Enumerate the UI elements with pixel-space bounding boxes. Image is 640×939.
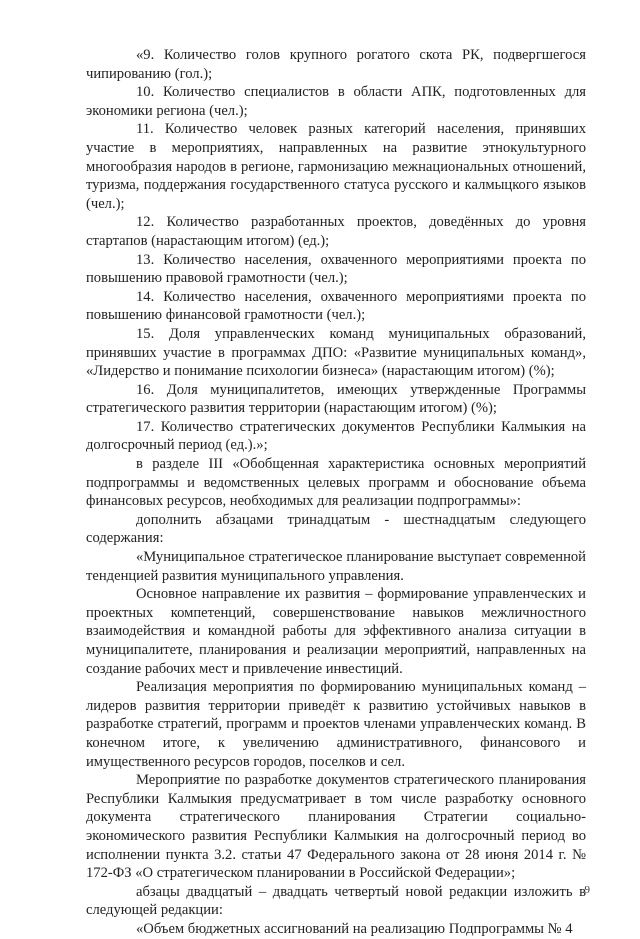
paragraph-implementation: Реализация мероприятия по формированию муниципальных команд – лидеров развития территории приведёт к развитию устойчивых навыков в разработке стратегий, программ и проектов членами управленческих команд. В конечном итоге, к увеличению административного, финансового и имущественного ресурсов городов, поселков и сел. [86,679,586,770]
paragraph-indicator-10: 10. Количество специалистов в области АПК, подготовленных для экономики региона (чел.); [86,84,586,119]
paragraph-add-paragraphs: дополнить абзацами тринадцатым - шестнадцатым следующего содержания: [86,511,586,547]
paragraph-indicator-16: 16. Доля муниципалитетов, имеющих утвержденные Программы стратегического развития территории (нарастающим итогом) (%); [86,381,586,417]
page-number: 9 [584,884,590,896]
paragraph-indicator-12: 12. Количество разработанных проектов, доведённых до уровня стартапов (нарастающим итогом) (ед.); [86,214,586,249]
paragraph-municipal-planning: «Муниципальное стратегическое планирование выступает современной тенденцией развития муниципального управления. [86,549,586,584]
paragraph-indicator-14: 14. Количество населения, охваченного мероприятиями проекта по повышению финансовой грамотности (чел.); [86,288,586,324]
document-page [86,46,586,939]
paragraph-indicator-9: «9. Количество голов крупного рогатого скота РК, подвергшегося чипированию (гол.); [86,47,586,82]
paragraph-main-direction: Основное направление их развития – формирование управленческих и проектных компетенций, совершенствование навыков межличностного взаимодействия и командной работы для эффективного анализа ситуации в муниципалитете, планирования и реализации мероприятий, направленных на создание рабочих мест и привлечение инвестиций. [86,586,586,677]
paragraph-indicator-15: 15. Доля управленческих команд муниципальных образований, принявших участие в программах ДПО: «Развитие муниципальных команд», «Лидерство и понимание психологии бизнеса» (нарастающим итогом) (%); [86,325,586,380]
paragraph-indicator-17: 17. Количество стратегических документов Республики Калмыкия на долгосрочный период (ед.).»; [86,418,586,454]
paragraph-indicator-11: 11. Количество человек разных категорий населения, принявших участие в мероприятиях, направленных на развитие этнокультурного многообразия народов в регионе, гармонизацию межнациональных отношений, туризма, поддержания государственного статуса русского и калмыцкого языков (чел.); [86,121,586,212]
paragraph-indicator-13: 13. Количество населения, охваченного мероприятиями проекта по повышению правовой грамотности (чел.); [86,251,586,287]
paragraph-edit-instruction: абзацы двадцатый – двадцать четвертый новой редакции изложить в следующей редакции: [86,883,586,919]
paragraph-strategic-documents: Мероприятие по разработке документов стратегического планирования Республики Калмыкия предусматривает в том числе разработку основного документа стратегического планирования Стратегии социально-экономического развития Республики Калмыкия на долгосрочный период во исполнении пункта 3.2. статьи 47 Федерального закона от 28 июня 2014 г. № 172-ФЗ «О стратегическом планировании в Российской Федерации»; [86,772,586,882]
paragraph-section-3-intro: в разделе III «Обобщенная характеристика основных мероприятий подпрограммы и ведомственных целевых программ и обоснование объема финансовых ресурсов, необходимых для реализации подпрограммы»: [86,456,586,510]
paragraph-budget-volume: «Объем бюджетных ассигнований на реализацию Подпрограммы № 4 [136,920,573,937]
